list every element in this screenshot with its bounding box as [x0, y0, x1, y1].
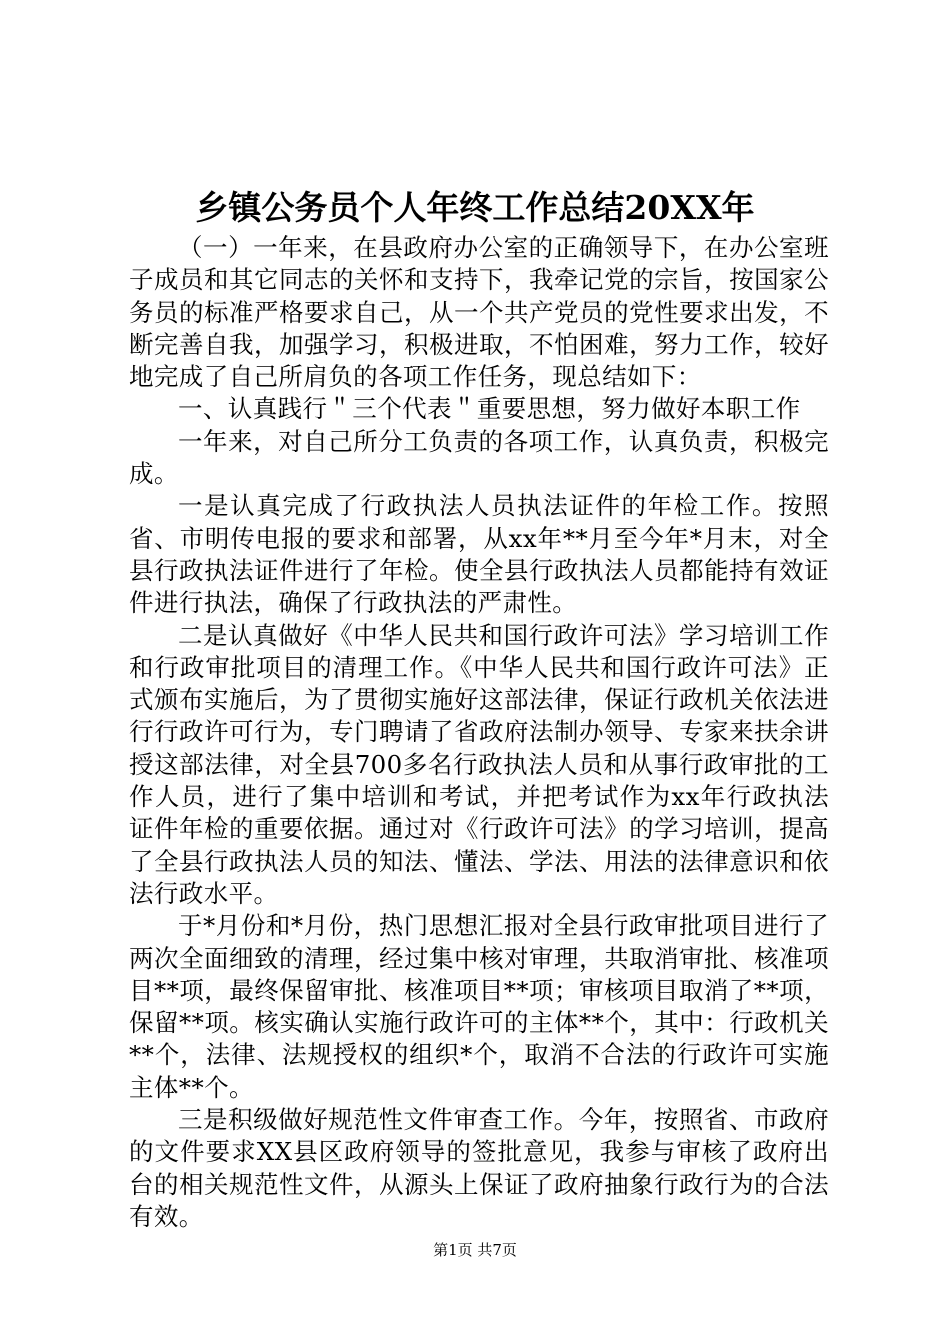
paragraph-summary: 一年来，对自己所分工负责的各项工作，认真负责，积极完成。 [129, 426, 829, 489]
document-title: 乡镇公务员个人年终工作总结20XX年 [195, 188, 755, 227]
paragraph-review: 于*月份和*月份，热门思想汇报对全县行政审批项目进行了两次全面细致的清理，经过集中核对审理，共取消审批、核准项目**项，最终保留审批、核准项目**项；审核项目取消了**项，保留**项。核实确认实施行政许可的主体**个，其中：行政机关**个，法律、法规授权的组织*个，取消不合法的行政许可实施主体**个。 [129, 911, 829, 1102]
page-number-footer: 第1页 共7页 [433, 1241, 517, 1259]
paragraph-item-one: 一是认真完成了行政执法人员执法证件的年检工作。按照省、市明传电报的要求和部署，从xx年**月至今年*月末，对全县行政执法证件进行了年检。使全县行政执法人员都能持有效证件进行执法，确保了行政执法的严肃性。 [129, 491, 829, 618]
document-body [129, 232, 829, 1233]
paragraph-intro: （一）一年来，在县政府办公室的正确领导下，在办公室班子成员和其它同志的关怀和支持下，我牵记党的宗旨，按国家公务员的标准严格要求自己，从一个共产党员的党性要求出发，不断完善自我，加强学习，积极进取，不怕困难，努力工作，较好地完成了自己所肩负的各项工作任务，现总结如下： [129, 233, 829, 392]
paragraph-item-three: 三是积级做好规范性文件审查工作。今年，按照省、市政府的文件要求XX县区政府领导的签批意见，我参与审核了政府出台的相关规范性文件，从源头上保证了政府抽象行政行为的合法有效。 [129, 1105, 829, 1231]
paragraph-item-two: 二是认真做好《中华人民共和国行政许可法》学习培训工作和行政审批项目的清理工作。《中华人民共和国行政许可法》正式颁布实施后，为了贯彻实施好这部法律，保证行政机关依法进行行政许可行为，专门聘请了省政府法制办领导、专家来扶余讲授这部法律，对全县700多名行政执法人员和从事行政审批的工作人员，进行了集中培训和考试，并把考试作为xx年行政执法证件年检的重要依据。通过对《行政许可法》的学习培训，提高了全县行政执法人员的知法、懂法、学法、用法的法律意识和依法行政水平。 [129, 620, 829, 908]
section-heading: 一、认真践行＂三个代表＂重要思想，努力做好本职工作 [178, 394, 801, 424]
